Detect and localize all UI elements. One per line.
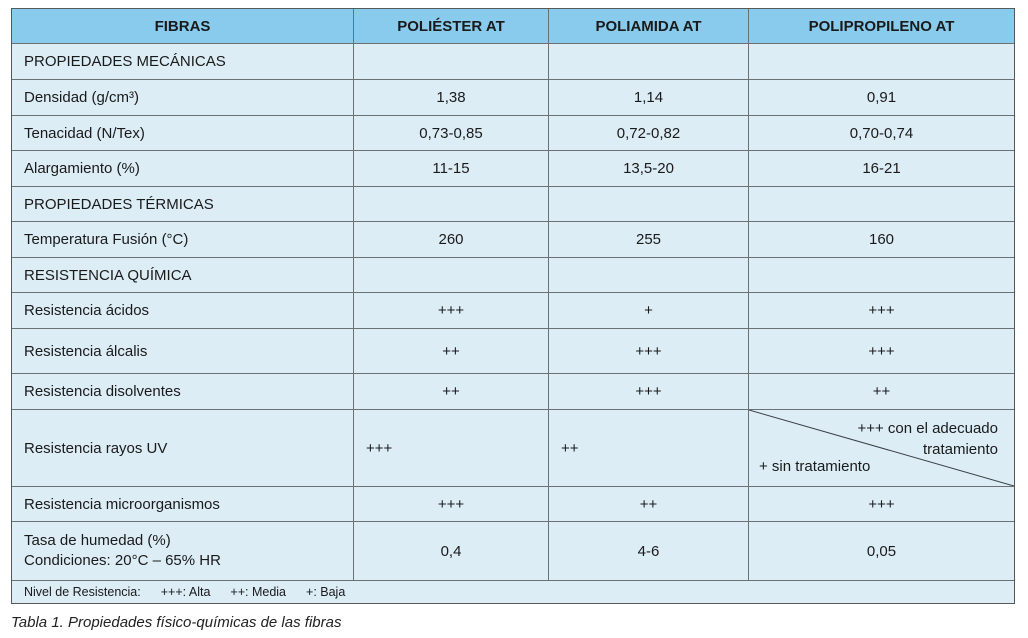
value-poliamida: 4-6 [549,522,749,580]
value-polipropileno: 0,05 [866,542,897,560]
row-label: Alargamiento (%) [12,151,354,186]
section-row [12,258,1014,293]
value-poliester: +++ [354,410,549,486]
value-polipropileno: +++ [868,302,895,319]
value-poliester: 0,73-0,85 [354,116,549,150]
table-row [12,329,1014,374]
value-polipropileno: +++ [868,342,895,360]
row-label: Resistencia ácidos [12,293,354,328]
row-label: Resistencia microorganismos [12,487,354,521]
value-poliamida: +++ [549,329,749,373]
section-mecanicas: PROPIEDADES MECÁNICAS [12,44,354,79]
table-row [12,222,1014,258]
value-poliester: 0,4 [354,522,549,580]
value-polipropileno: 0,70-0,74 [849,124,914,142]
value-poliester: 260 [354,222,549,257]
properties-table [11,8,1015,604]
uv-treated-note: +++ con el adecuado tratamiento [857,420,998,458]
header-polipropileno: POLIPROPILENO AT [808,17,955,35]
value-poliester: 11-15 [354,151,549,186]
row-label: Temperatura Fusión (°C) [12,222,354,257]
value-poliester: 1,38 [354,80,549,115]
value-poliester: +++ [354,487,549,521]
value-poliamida: +++ [549,374,749,409]
section-quimica: RESISTENCIA QUÍMICA [12,258,354,292]
value-poliester: +++ [354,293,549,328]
header-poliamida: POLIAMIDA AT [549,9,749,43]
value-polipropileno: ++ [872,383,891,400]
row-label: Resistencia disolventes [12,374,354,409]
table-row [12,374,1014,410]
table-row [12,116,1014,151]
table-row [12,522,1014,581]
row-label: Resistencia rayos UV [12,410,354,486]
value-poliamida: 13,5-20 [549,151,749,186]
table-header [12,9,1014,44]
row-label-humedad: Tasa de humedad (%) Condiciones: 20°C – 65% HR [12,522,354,580]
value-poliester: ++ [354,329,549,373]
value-polipropileno: +++ [868,495,895,513]
value-poliamida: ++ [549,487,749,521]
table-row [12,80,1014,116]
row-label: Densidad (g/cm³) [12,80,354,115]
value-poliamida: ++ [549,410,749,486]
header-poliester: POLIÉSTER AT [354,9,549,43]
row-label: Tenacidad (N/Tex) [12,116,354,150]
value-polipropileno: 16-21 [862,160,901,177]
value-poliester: ++ [354,374,549,409]
table-caption: Tabla 1. Propiedades físico-químicas de las fibras [11,614,342,631]
table-row [12,293,1014,329]
legend-title: Nivel de Resistencia: [24,585,141,599]
value-polipropileno-split [749,410,1014,486]
table-row [12,410,1014,487]
value-poliamida: 0,72-0,82 [549,116,749,150]
value-polipropileno: 160 [868,231,895,248]
section-row [12,44,1014,80]
legend-media: ++: Media [230,585,287,599]
uv-untreated-note: + sin tratamiento [759,458,871,475]
resistance-legend [12,581,1014,603]
section-row [12,187,1014,222]
value-polipropileno: 0,91 [866,89,897,106]
table-row [12,487,1014,522]
section-termicas: PROPIEDADES TÉRMICAS [12,187,354,221]
header-fibras: FIBRAS [12,9,354,43]
legend-baja: +: Baja [306,585,346,599]
value-poliamida: 1,14 [549,80,749,115]
legend-alta: +++: Alta [160,585,211,599]
value-poliamida: 255 [549,222,749,257]
row-label: Resistencia álcalis [12,329,354,373]
table-row [12,151,1014,187]
value-poliamida: + [549,293,749,328]
